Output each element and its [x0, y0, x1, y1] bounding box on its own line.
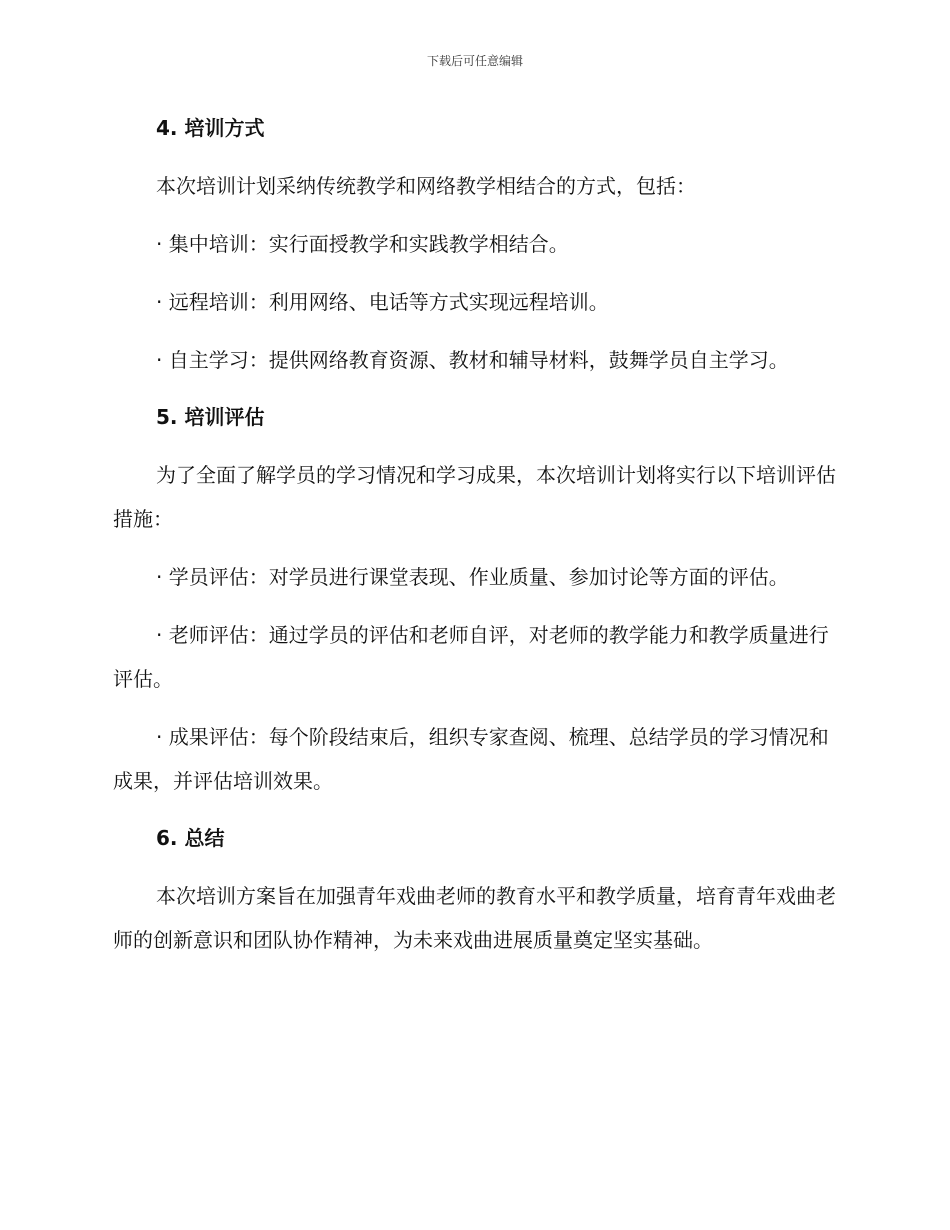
section-heading-summary: 6. 总结 — [156, 826, 225, 850]
paragraph: 本次培训方案旨在加强青年戏曲老师的教育水平和教学质量，培育青年戏曲老师的创新意识和团队协作精神，为未来戏曲进展质量奠定坚实基础。 — [113, 884, 836, 952]
bullet-item: · 远程培训：利用网络、电话等方式实现远程培训。 — [156, 290, 609, 314]
page-header-note: 下载后可任意编辑 — [426, 54, 523, 68]
section-heading-training-evaluation: 5. 培训评估 — [156, 405, 265, 429]
section-heading-training-method: 4. 培训方式 — [156, 116, 265, 140]
paragraph: 为了全面了解学员的学习情况和学习成果，本次培训计划将实行以下培训评估措施： — [113, 463, 836, 531]
bullet-item: · 老师评估：通过学员的评估和老师自评，对老师的教学能力和教学质量进行评估。 — [113, 623, 829, 691]
bullet-item: · 学员评估：对学员进行课堂表现、作业质量、参加讨论等方面的评估。 — [156, 565, 789, 589]
bullet-item: · 成果评估：每个阶段结束后，组织专家查阅、梳理、总结学员的学习情况和成果，并评估培训效果。 — [113, 725, 829, 793]
bullet-item: · 自主学习：提供网络教育资源、教材和辅导材料，鼓舞学员自主学习。 — [156, 348, 789, 372]
paragraph: 本次培训计划采纳传统教学和网络教学相结合的方式，包括： — [156, 174, 696, 198]
bullet-item: · 集中培训：实行面授教学和实践教学相结合。 — [156, 232, 569, 256]
document-body — [113, 106, 837, 962]
